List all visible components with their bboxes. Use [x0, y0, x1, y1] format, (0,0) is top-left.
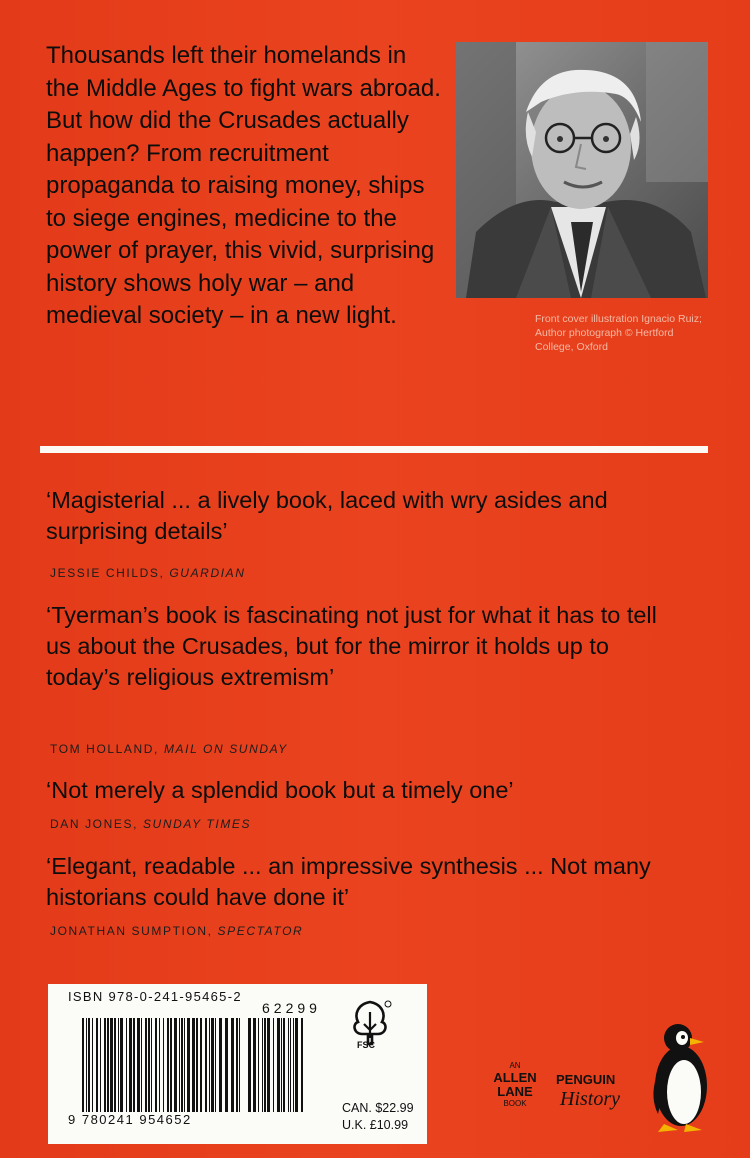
review-quote: ‘Tyerman’s book is fascinating not just for what it has to tell us about the Crusades, but for the mirror it holds up to today’s religious extremism’ [46, 602, 657, 690]
review-author: JESSIE CHILDS, [50, 566, 165, 580]
author-portrait-image [456, 42, 708, 298]
barcode-bar [288, 1018, 289, 1112]
barcode-bar [200, 1018, 202, 1112]
barcode-bar [88, 1018, 90, 1112]
barcode-addon-image [248, 1018, 304, 1112]
barcode-bar [155, 1018, 157, 1112]
review-publication: GUARDIAN [169, 566, 246, 580]
imprint-lane: LANE [497, 1084, 533, 1099]
barcode-bar [163, 1018, 164, 1112]
review-publication: SPECTATOR [217, 924, 304, 938]
barcode-bar [100, 1018, 101, 1112]
isbn-label: ISBN 978-0-241-95465-2 [68, 989, 242, 1004]
penguin-wordmark: PENGUIN [556, 1072, 616, 1087]
barcode-bar [281, 1018, 282, 1112]
barcode-bar [273, 1018, 274, 1112]
price-can: CAN. $22.99 [342, 1101, 414, 1115]
barcode-bar [107, 1018, 109, 1112]
review-attribution [50, 817, 251, 831]
fsc-label: FSC [357, 1040, 375, 1050]
barcode-bar [92, 1018, 93, 1112]
barcode-bar [104, 1018, 106, 1112]
review-author: TOM HOLLAND, [50, 742, 159, 756]
divider-rule [40, 446, 708, 453]
review-quote: ‘Elegant, readable ... an impressive synthesis ... Not many historians could have done it’ [46, 853, 651, 910]
barcode-image [82, 1018, 242, 1112]
barcode-bar [267, 1018, 270, 1112]
barcode-bar [170, 1018, 172, 1112]
barcode-bar [187, 1018, 190, 1112]
allen-lane-imprint [487, 1061, 543, 1109]
price-block [342, 1100, 414, 1134]
review-attribution [50, 742, 288, 756]
barcode-bar [225, 1018, 228, 1112]
barcode-bar [215, 1018, 216, 1112]
barcode-bar [262, 1018, 263, 1112]
imprint-an: AN [509, 1061, 521, 1070]
barcode-bar [120, 1018, 123, 1112]
photo-credit: Front cover illustration Ignacio Ruiz; Author photograph © Hertford College, Oxford [535, 313, 702, 353]
barcode-bar [151, 1018, 152, 1112]
author-photo [456, 42, 708, 298]
review-quote: ‘Magisterial ... a lively book, laced with wry asides and surprising details’ [46, 487, 608, 544]
barcode-bar [86, 1018, 87, 1112]
review-author: JONATHAN SUMPTION, [50, 924, 213, 938]
price-uk: U.K. £10.99 [342, 1118, 409, 1132]
barcode-bar [82, 1018, 84, 1112]
barcode-panel [48, 984, 427, 1144]
barcode-bar [114, 1018, 116, 1112]
barcode-bar [133, 1018, 135, 1112]
imprint-book: BOOK [503, 1099, 527, 1108]
barcode-bar [290, 1018, 291, 1112]
barcode-bar [110, 1018, 113, 1112]
barcode-bar [211, 1018, 214, 1112]
barcode-bar [179, 1018, 180, 1112]
barcode-bar [148, 1018, 150, 1112]
barcode-bar [196, 1018, 198, 1112]
barcode-bar [283, 1018, 285, 1112]
barcode-bar [253, 1018, 256, 1112]
barcode-bar [258, 1018, 259, 1112]
barcode-digits: 9 780241 954652 [68, 1112, 192, 1127]
barcode-bar [137, 1018, 140, 1112]
barcode-bar [231, 1018, 234, 1112]
barcode-bar [219, 1018, 222, 1112]
review-publication: MAIL ON SUNDAY [163, 742, 288, 756]
barcode-bar [248, 1018, 251, 1112]
barcode-bar [264, 1018, 266, 1112]
imprint-allen: ALLEN [493, 1070, 537, 1085]
blurb-text: Thousands left their homelands in the Middle Ages to fight wars abroad. But how did the Crusades actually happen? From recruitment propaganda to raising money, ships to siege engines, medicine to the power of prayer, this vivid, surprising history shows holy war – and medieval society – in a new light. [46, 42, 441, 329]
penguin-logo-icon [648, 1018, 714, 1134]
review-author: DAN JONES, [50, 817, 139, 831]
barcode-bar [295, 1018, 298, 1112]
barcode-bar [301, 1018, 303, 1112]
barcode-bar [209, 1018, 210, 1112]
barcode-bar [192, 1018, 195, 1112]
barcode-bar [205, 1018, 207, 1112]
barcode-bar [277, 1018, 280, 1112]
barcode-bar [184, 1018, 185, 1112]
barcode-bar [159, 1018, 160, 1112]
history-wordmark: History [560, 1088, 620, 1110]
review-attribution [50, 566, 246, 580]
barcode-bar [141, 1018, 142, 1112]
barcode-bar [293, 1018, 294, 1112]
review-attribution [50, 924, 303, 938]
barcode-bar [167, 1018, 169, 1112]
barcode-bar [126, 1018, 127, 1112]
barcode-addon-digits: 62299 [262, 1000, 321, 1016]
barcode-bar [236, 1018, 238, 1112]
review-quote: ‘Not merely a splendid book but a timely one’ [46, 777, 514, 803]
barcode-bar [174, 1018, 177, 1112]
review-publication: SUNDAY TIMES [142, 817, 252, 831]
barcode-bar [145, 1018, 147, 1112]
barcode-bar [181, 1018, 183, 1112]
barcode-bar [96, 1018, 98, 1112]
barcode-bar [239, 1018, 240, 1112]
barcode-bar [129, 1018, 132, 1112]
barcode-bar [118, 1018, 119, 1112]
